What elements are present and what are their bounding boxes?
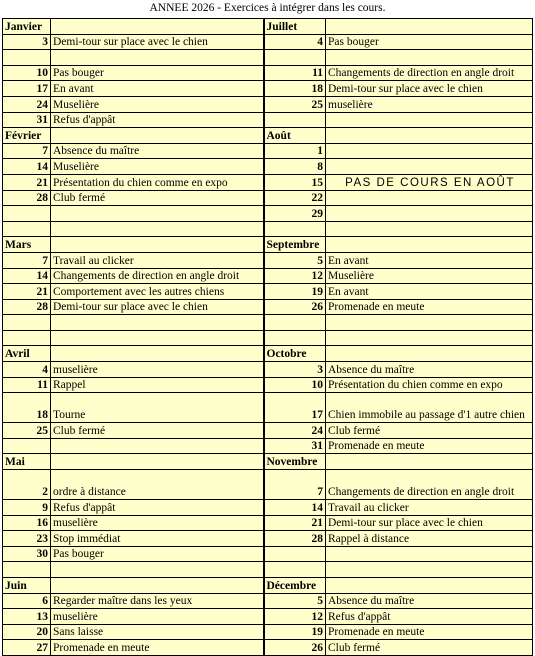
exercise-cell: Rappel à distance — [326, 531, 533, 547]
month-header: Janvier — [3, 19, 51, 35]
schedule-table — [2, 18, 533, 656]
day-number: 28 — [3, 190, 51, 206]
table-row — [3, 500, 533, 516]
table-row — [3, 190, 533, 206]
day-number: 3 — [3, 34, 51, 50]
exercise-cell: Absence du maître — [326, 593, 533, 609]
table-row — [3, 531, 533, 547]
exercise-cell: En avant — [326, 252, 533, 268]
exercise-cell: ordre à distance — [51, 470, 264, 500]
table-row — [3, 299, 533, 315]
table-row — [3, 438, 533, 454]
day-number: 18 — [264, 81, 326, 97]
day-number: 28 — [264, 531, 326, 547]
exercise-cell: Demi-tour sur place avec le chien — [326, 81, 533, 97]
table-row — [3, 624, 533, 640]
table-row — [3, 174, 533, 190]
day-number: 25 — [264, 96, 326, 112]
day-number: 19 — [264, 624, 326, 640]
day-number: 14 — [3, 268, 51, 284]
table-row — [3, 143, 533, 159]
exercise-cell: Changements de direction en angle droit — [51, 268, 264, 284]
table-row — [3, 50, 533, 66]
day-number: 23 — [3, 531, 51, 547]
exercise-cell: Stop immédiat — [51, 531, 264, 547]
table-row — [3, 315, 533, 331]
exercise-cell: Changements de direction en angle droit — [326, 470, 533, 500]
no-class-notice: PAS DE COURS EN AOÛT — [326, 174, 533, 190]
exercise-cell: Demi-tour sur place avec le chien — [51, 34, 264, 50]
day-number: 12 — [264, 609, 326, 625]
exercise-cell: Promenade en meute — [326, 624, 533, 640]
day-number: 4 — [264, 34, 326, 50]
month-header: Août — [264, 128, 326, 144]
day-number: 28 — [3, 299, 51, 315]
month-header: Septembre — [264, 237, 326, 253]
day-number: 21 — [3, 174, 51, 190]
exercise-cell: muselière — [51, 609, 264, 625]
day-number: 10 — [264, 377, 326, 393]
exercise-cell: Refus d'appât — [51, 500, 264, 516]
exercise-cell: Pas bouger — [51, 65, 264, 81]
day-number: 9 — [3, 500, 51, 516]
exercise-cell: Présentation du chien comme en expo — [326, 377, 533, 393]
exercise-cell: muselière — [51, 362, 264, 378]
exercise-cell — [326, 206, 533, 222]
day-number: 25 — [3, 423, 51, 439]
exercise-cell: Club fermé — [51, 190, 264, 206]
day-number: 10 — [3, 65, 51, 81]
table-row — [3, 330, 533, 346]
day-number: 20 — [3, 624, 51, 640]
page-title: ANNEE 2026 - Exercices à intégrer dans les cours. — [149, 2, 386, 14]
exercise-cell: Muselière — [326, 268, 533, 284]
day-number: 22 — [264, 190, 326, 206]
exercise-cell — [326, 190, 533, 206]
exercise-cell: Refus d'appât — [326, 609, 533, 625]
day-number: 27 — [3, 640, 51, 656]
month-header: Juin — [3, 578, 51, 594]
table-row — [3, 377, 533, 393]
exercise-cell: Demi-tour sur place avec le chien — [51, 299, 264, 315]
table-row — [3, 221, 533, 237]
month-header: Février — [3, 128, 51, 144]
exercise-cell: Promenade en meute — [326, 438, 533, 454]
day-number: 29 — [264, 206, 326, 222]
table-row — [3, 578, 533, 594]
table-row — [3, 346, 533, 362]
table-row — [3, 515, 533, 531]
exercise-cell: Absence du maître — [326, 362, 533, 378]
exercise-cell: Refus d'appât — [51, 112, 264, 128]
table-row — [3, 96, 533, 112]
day-number: 30 — [3, 546, 51, 562]
day-number: 7 — [3, 252, 51, 268]
day-number: 11 — [264, 65, 326, 81]
exercise-cell: Présentation du chien comme en expo — [51, 174, 264, 190]
month-header: Juillet — [264, 19, 326, 35]
exercise-cell: Chien immobile au passage d'1 autre chien — [326, 393, 533, 423]
day-number: 4 — [3, 362, 51, 378]
table-row — [3, 609, 533, 625]
table-row — [3, 128, 533, 144]
table-row — [3, 159, 533, 175]
day-number: 11 — [3, 377, 51, 393]
exercise-cell: Muselière — [51, 96, 264, 112]
day-number: 18 — [3, 393, 51, 423]
day-number: 17 — [264, 393, 326, 423]
day-number: 12 — [264, 268, 326, 284]
day-number: 13 — [3, 609, 51, 625]
day-number: 5 — [264, 593, 326, 609]
table-row — [3, 284, 533, 300]
day-number: 26 — [264, 299, 326, 315]
day-number: 14 — [264, 500, 326, 516]
exercise-cell: muselière — [326, 96, 533, 112]
table-row — [3, 81, 533, 97]
day-number: 24 — [3, 96, 51, 112]
table-row — [3, 268, 533, 284]
table-row — [3, 562, 533, 578]
exercise-cell: Changements de direction en angle droit — [326, 65, 533, 81]
day-number: 24 — [264, 423, 326, 439]
table-row — [3, 640, 533, 656]
day-number: 31 — [3, 112, 51, 128]
exercise-cell: Promenade en meute — [51, 640, 264, 656]
day-number: 15 — [264, 174, 326, 190]
day-number: 19 — [264, 284, 326, 300]
exercise-cell: Travail au clicker — [51, 252, 264, 268]
day-number: 17 — [3, 81, 51, 97]
table-row — [3, 19, 533, 35]
day-number: 5 — [264, 252, 326, 268]
day-number: 2 — [3, 470, 51, 500]
exercise-cell: Absence du maître — [51, 143, 264, 159]
month-header: Mai — [3, 454, 51, 470]
exercise-cell: Demi-tour sur place avec le chien — [326, 515, 533, 531]
exercise-cell — [326, 159, 533, 175]
exercise-cell: Club fermé — [326, 640, 533, 656]
table-row — [3, 34, 533, 50]
table-row — [3, 393, 533, 423]
exercise-cell: Club fermé — [51, 423, 264, 439]
month-header: Avril — [3, 346, 51, 362]
exercise-cell: En avant — [326, 284, 533, 300]
day-number: 16 — [3, 515, 51, 531]
table-row — [3, 206, 533, 222]
day-number: 7 — [264, 470, 326, 500]
exercise-cell: Pas bouger — [326, 34, 533, 50]
exercise-cell: Muselière — [51, 159, 264, 175]
table-row — [3, 593, 533, 609]
exercise-cell: Travail au clicker — [326, 500, 533, 516]
exercise-cell: Promenade en meute — [326, 299, 533, 315]
table-row — [3, 454, 533, 470]
exercise-cell: Tourne — [51, 393, 264, 423]
day-number: 1 — [264, 143, 326, 159]
exercise-cell — [326, 143, 533, 159]
exercise-cell: Pas bouger — [51, 546, 264, 562]
day-number: 7 — [3, 143, 51, 159]
table-row — [3, 252, 533, 268]
table-row — [3, 362, 533, 378]
exercise-cell: muselière — [51, 515, 264, 531]
exercise-cell: Regarder maître dans les yeux — [51, 593, 264, 609]
table-row — [3, 470, 533, 500]
table-row — [3, 237, 533, 253]
day-number: 26 — [264, 640, 326, 656]
exercise-cell: Club fermé — [326, 423, 533, 439]
day-number: 21 — [264, 515, 326, 531]
day-number: 6 — [3, 593, 51, 609]
exercise-cell: Comportement avec les autres chiens — [51, 284, 264, 300]
month-header: Décembre — [264, 578, 326, 594]
month-header: Novembre — [264, 454, 326, 470]
day-number: 3 — [264, 362, 326, 378]
month-header: Mars — [3, 237, 51, 253]
day-number: 21 — [3, 284, 51, 300]
exercise-cell: Rappel — [51, 377, 264, 393]
day-number: 8 — [264, 159, 326, 175]
table-row — [3, 65, 533, 81]
table-row — [3, 112, 533, 128]
month-header: Octobre — [264, 346, 326, 362]
day-number: 14 — [3, 159, 51, 175]
exercise-cell: En avant — [51, 81, 264, 97]
day-number: 31 — [264, 438, 326, 454]
table-row — [3, 423, 533, 439]
exercise-cell: Sans laisse — [51, 624, 264, 640]
table-row — [3, 546, 533, 562]
